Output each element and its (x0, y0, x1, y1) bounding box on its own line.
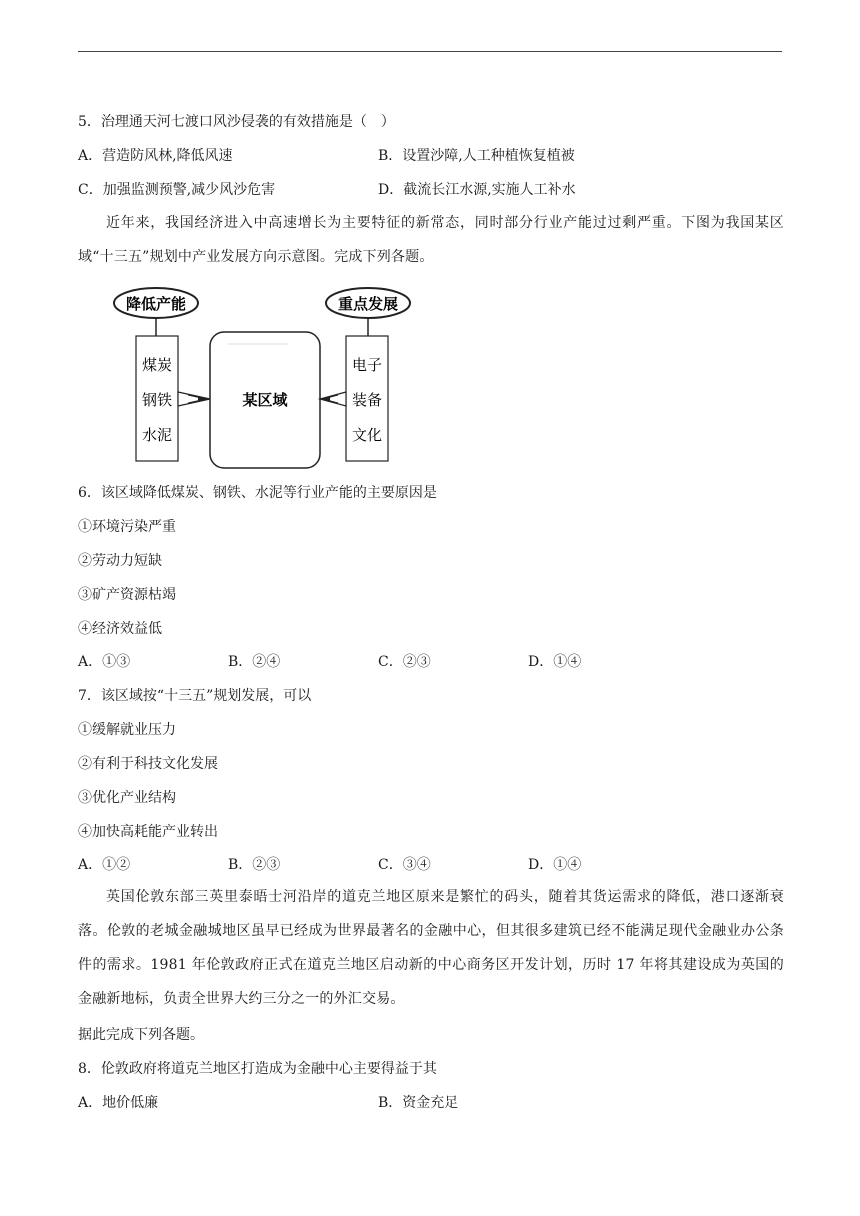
passage-1: 近年来，我国经济进入中高速增长为主要特征的新常态，同时部分行业产能过过剩严重。下图为我国某区域“十三五”规划中产业发展方向示意图。完成下列各题。 (78, 215, 784, 265)
right-arrow (320, 392, 346, 406)
right-oval-label: 重点发展 (337, 295, 399, 313)
left-item-3: 水泥 (141, 426, 173, 444)
q7-item-4: ④加快高耗能产业转出 (78, 824, 218, 840)
industry-diagram (110, 286, 420, 471)
q7-option-d[interactable]: D．①④ (528, 857, 582, 873)
left-item-1: 煤炭 (141, 356, 173, 374)
q7-option-c[interactable]: C．③④ (378, 857, 431, 873)
q8-option-a[interactable]: A．地价低廉 (78, 1095, 159, 1111)
passage-2: 英国伦敦东部三英里泰晤士河沿岸的道克兰地区原来是繁忙的码头，随着其货运需求的降低，港口逐渐衰落。伦敦的老城金融城地区虽早已经成为世界最著名的金融中心，但其很多建筑已经不能满足现代金融业办公条件的需求。1981 年伦敦政府正式在道克兰地区启动新的中心商务区开发计划，历时 17 年将其建设成为英国的金融新地标，负责全世界大约三分之一的外汇交易。 (78, 889, 784, 1007)
left-oval-label: 降低产能 (125, 295, 187, 313)
q5-stem: 5．治理通天河七渡口风沙侵袭的有效措施是（ ） (78, 114, 395, 130)
q6-item-4: ④经济效益低 (78, 621, 162, 637)
right-item-3: 文化 (351, 426, 383, 444)
q6-stem: 6．该区域降低煤炭、钢铁、水泥等行业产能的主要原因是 (78, 485, 437, 501)
q7-item-3: ③优化产业结构 (78, 790, 176, 806)
q6-option-a[interactable]: A．①③ (78, 654, 131, 670)
q7-item-1: ①缓解就业压力 (78, 722, 176, 738)
q6-item-3: ③矿产资源枯竭 (78, 587, 176, 603)
header-rule (78, 51, 782, 52)
q8-stem: 8．伦敦政府将道克兰地区打造成为金融中心主要得益于其 (78, 1061, 437, 1077)
q6-option-b[interactable]: B．②④ (228, 654, 281, 670)
left-arrow (178, 392, 210, 406)
right-item-2: 装备 (351, 391, 383, 409)
q6-item-2: ②劳动力短缺 (78, 553, 162, 569)
passage-2-instruction: 据此完成下列各题。 (78, 1027, 204, 1043)
right-item-1: 电子 (351, 356, 383, 374)
q6-item-1: ①环境污染严重 (78, 519, 176, 535)
q5-option-b[interactable]: B．设置沙障,人工种植恢复植被 (378, 148, 575, 164)
q5-option-a[interactable]: A．营造防风林,降低风速 (78, 148, 233, 164)
q7-option-b[interactable]: B．②③ (228, 857, 281, 873)
industry-diagram-svg (110, 286, 420, 471)
q8-option-b[interactable]: B．资金充足 (378, 1095, 459, 1111)
q5-option-d[interactable]: D．截流长江水源,实施人工补水 (378, 182, 576, 198)
center-region-label: 某区域 (242, 391, 288, 409)
q6-option-c[interactable]: C．②③ (378, 654, 431, 670)
q6-option-d[interactable]: D．①④ (528, 654, 582, 670)
q7-item-2: ②有利于科技文化发展 (78, 756, 218, 772)
left-item-2: 钢铁 (141, 391, 173, 409)
q7-option-a[interactable]: A．①② (78, 857, 131, 873)
q5-option-c[interactable]: C．加强监测预警,减少风沙危害 (78, 182, 276, 198)
q7-stem: 7．该区域按“十三五”规划发展，可以 (78, 688, 312, 704)
